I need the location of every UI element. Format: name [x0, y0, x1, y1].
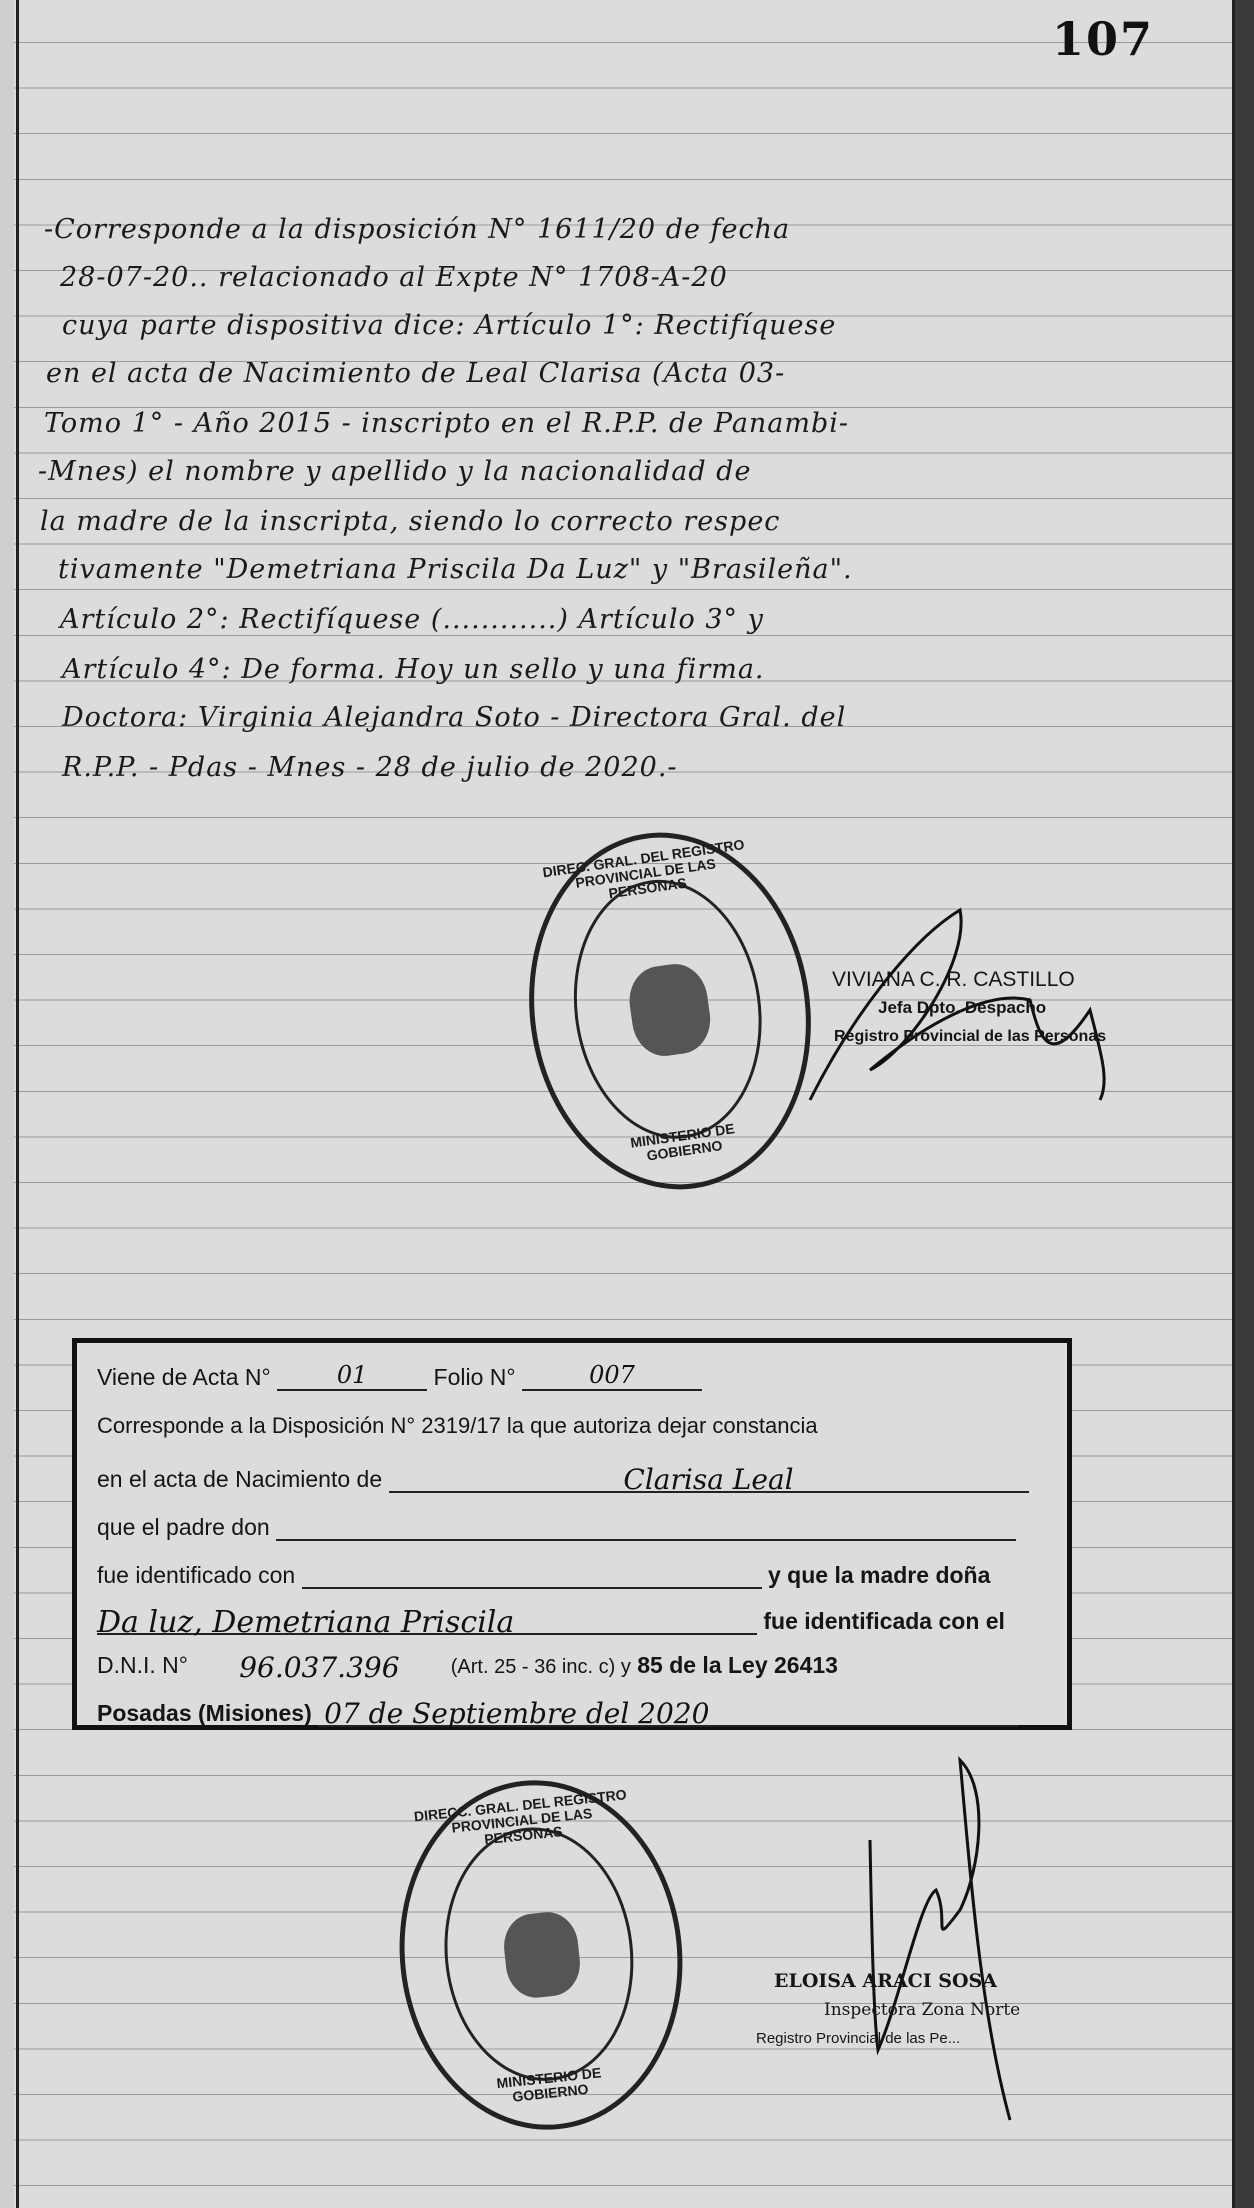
signature-bottom-icon	[860, 1750, 1020, 2130]
form-row-acta	[97, 1463, 1029, 1503]
folio-value: 007	[522, 1361, 702, 1391]
form-row-corresponde	[97, 1413, 818, 1453]
viene-value: 01	[277, 1361, 427, 1391]
note-line: R.P.P. - Pdas - Mnes - 28 de julio de 2020.-	[62, 752, 678, 783]
note-line: -Corresponde a la disposición N° 1611/20 de fecha	[44, 214, 791, 245]
padre-document-line	[302, 1559, 762, 1589]
form-row-date	[97, 1697, 1018, 1737]
acta-value: Clarisa Leal	[389, 1463, 1029, 1493]
note-line: la madre de la inscripta, siendo lo correcto respec	[40, 506, 781, 537]
date-value: 07 de Septiembre del 2020	[318, 1697, 1018, 1727]
signature-top-title: Jefa Dpto. Despacho	[878, 998, 1047, 1017]
padre-identificado-label: fue identificado con	[97, 1562, 296, 1588]
note-line: Tomo 1° - Año 2015 - inscripto en el R.P.P. de Panambi-	[44, 408, 850, 439]
registry-stamp-bottom	[382, 1766, 699, 2144]
padre-label: que el padre don	[97, 1514, 270, 1540]
signature-top-office: Registro Provincial de las Personas	[834, 1028, 1107, 1045]
signature-bottom-title: Inspectora Zona Norte	[824, 2000, 1021, 2020]
signature-top-name: VIVIANA C. R. CASTILLO	[832, 968, 1075, 991]
stamp-inner-text: MINISTERIO DE GOBIERNO	[629, 1120, 736, 1164]
note-line: en el acta de Nacimiento de Leal Clarisa (Acta 03-	[46, 358, 786, 389]
left-margin-line	[16, 0, 19, 2208]
signature-bottom-office: Registro Provincial de las Pe...	[756, 2030, 961, 2047]
padre-value-line	[276, 1511, 1016, 1541]
note-line: tivamente "Demetriana Priscila Da Luz" y "Brasileña".	[58, 554, 853, 585]
note-line: -Mnes) el nombre y apellido y la nacionalidad de	[38, 456, 752, 487]
madre-value: Da luz, Demetriana Priscila	[97, 1605, 757, 1635]
form-row-dni	[97, 1651, 838, 1691]
stamp-inner-text: MINISTERIO DE GOBIERNO	[495, 2064, 602, 2105]
dni-suffix-bold: 85 de la Ley 26413	[637, 1652, 838, 1678]
page-number: 107	[1052, 12, 1155, 66]
form-row-identificado	[97, 1559, 990, 1599]
dni-label: D.N.I. N°	[97, 1652, 188, 1678]
viene-label: Viene de Acta N°	[97, 1364, 271, 1390]
stamp-outer-text: DIRECC. GRAL. DEL REGISTRO PROVINCIAL DE LAS PERSONAS	[413, 1786, 628, 1848]
constancia-form-box	[72, 1338, 1072, 1730]
form-row-padre	[97, 1511, 1016, 1551]
note-line: Artículo 2°: Rectifíquese (............) Artículo 3° y	[60, 604, 764, 635]
stamp-outer-text: DIREC. GRAL. DEL REGISTRO PROVINCIAL DE LAS PERSONAS	[541, 836, 746, 902]
madre-identificada-label: fue identificada con el	[763, 1608, 1005, 1634]
dni-value: 96.037.396	[239, 1651, 400, 1684]
note-line: cuya parte dispositiva dice: Artículo 1°: Rectifíquese	[62, 310, 837, 341]
folio-label: Folio N°	[433, 1364, 516, 1390]
madre-label: y que la madre doña	[767, 1562, 991, 1588]
signature-bottom-name: ELOISA ARACI SOSA	[774, 1970, 997, 1992]
corresponde-text: Corresponde a la Disposición N° 2319/17 la que autoriza dejar constancia	[97, 1413, 818, 1438]
dni-suffix-plain: (Art. 25 - 36 inc. c) y	[450, 1656, 631, 1678]
note-line: Artículo 4°: De forma. Hoy un sello y una firma.	[62, 654, 765, 685]
place-label: Posadas (Misiones)	[97, 1700, 312, 1726]
form-row-madre	[97, 1605, 1005, 1645]
left-page-edge	[0, 0, 14, 2208]
note-line: 28-07-20.. relacionado al Expte N° 1708-A-20	[60, 262, 728, 293]
form-row-viene	[97, 1361, 702, 1401]
acta-label: en el acta de Nacimiento de	[97, 1466, 383, 1492]
note-line: Doctora: Virginia Alejandra Soto - Directora Gral. del	[62, 702, 847, 733]
registry-stamp-top	[506, 814, 833, 1207]
